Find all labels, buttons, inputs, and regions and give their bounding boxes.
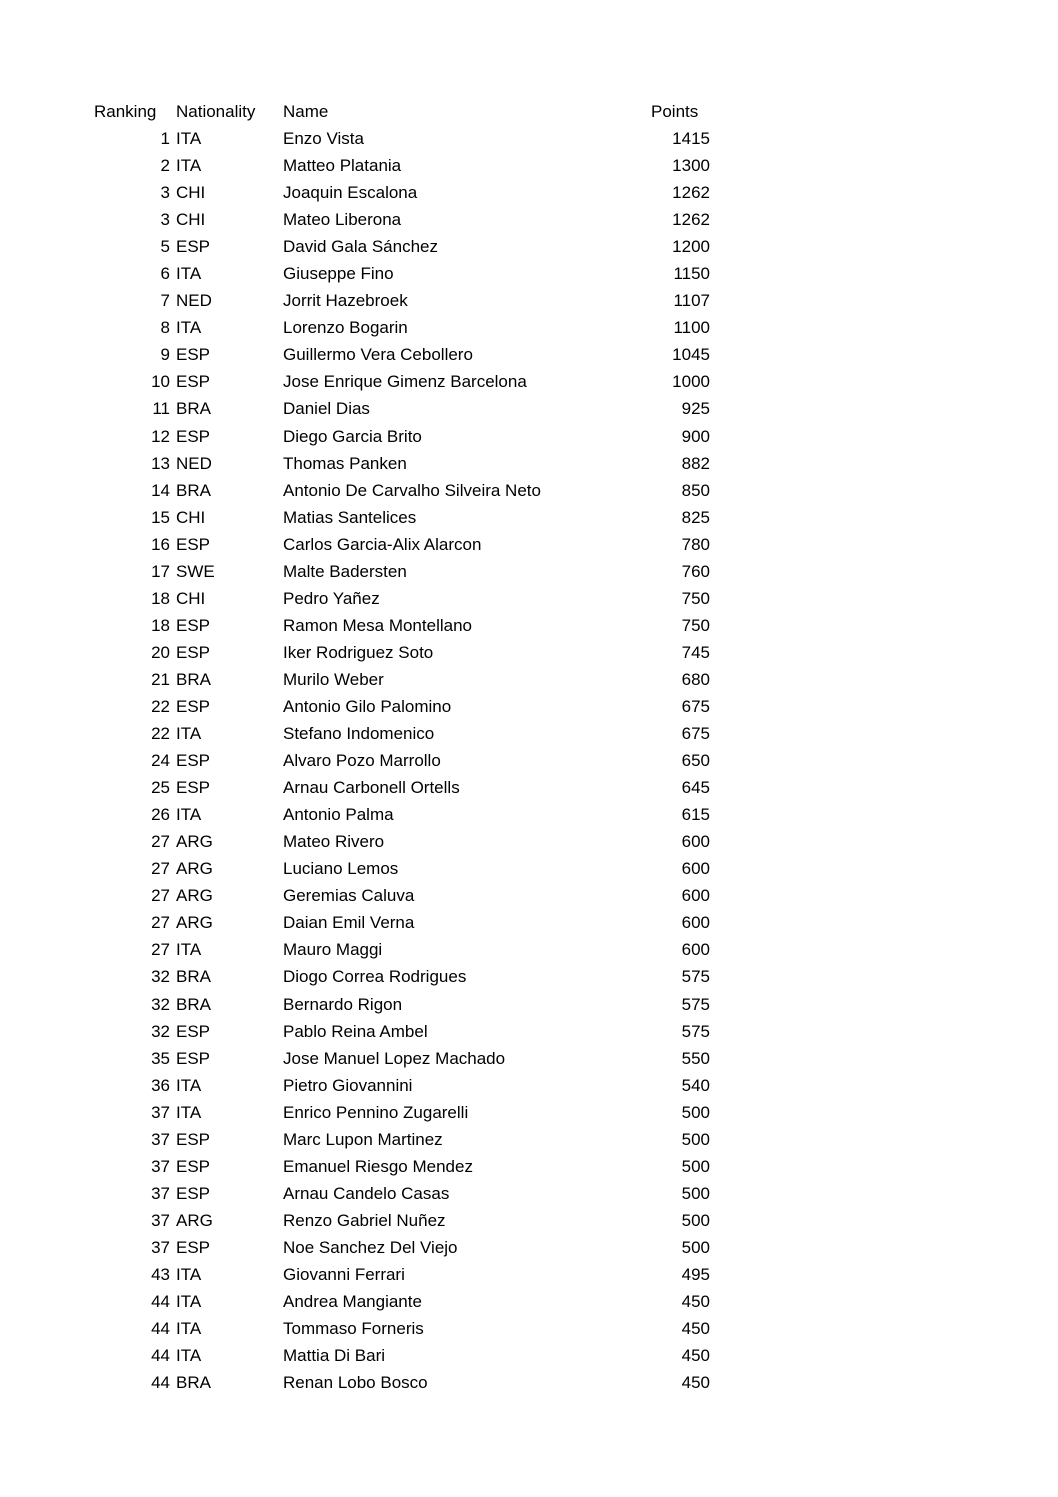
cell-ranking: 37 — [151, 1183, 170, 1203]
table-row — [0, 882, 1058, 909]
table-row — [0, 287, 1058, 314]
cell-ranking: 27 — [151, 886, 170, 906]
cell-name: Iker Rodriguez Soto — [283, 642, 434, 662]
table-row — [0, 314, 1058, 341]
table-row — [0, 1180, 1058, 1207]
cell-name: Murilo Weber — [283, 669, 384, 689]
cell-ranking: 5 — [160, 237, 170, 257]
cell-ranking: 20 — [151, 642, 170, 662]
cell-nationality: ESP — [176, 778, 211, 798]
cell-ranking: 32 — [151, 994, 170, 1014]
cell-name: Pedro Yañez — [283, 588, 380, 608]
cell-ranking: 27 — [151, 913, 170, 933]
cell-ranking: 43 — [151, 1264, 170, 1284]
cell-ranking: 36 — [151, 1075, 170, 1095]
cell-name: Antonio De Carvalho Silveira Neto — [283, 480, 541, 500]
cell-points: 450 — [681, 1346, 710, 1366]
cell-points: 750 — [681, 615, 710, 635]
cell-name: Giovanni Ferrari — [283, 1264, 405, 1284]
header-name: Name — [283, 102, 329, 121]
cell-ranking: 12 — [151, 426, 170, 446]
table-row — [0, 693, 1058, 720]
cell-nationality: ESP — [176, 751, 211, 771]
table-row — [0, 1153, 1058, 1180]
cell-name: Diego Garcia Brito — [283, 426, 422, 446]
cell-nationality: ITA — [176, 805, 202, 825]
cell-ranking: 1 — [160, 129, 170, 148]
cell-name: Stefano Indomenico — [283, 724, 435, 744]
cell-ranking: 35 — [151, 1048, 170, 1068]
cell-name: Antonio Palma — [283, 805, 394, 825]
cell-nationality: BRA — [176, 480, 211, 500]
cell-nationality: ESP — [176, 642, 211, 662]
cell-nationality: ITA — [176, 1346, 202, 1366]
table-row — [0, 639, 1058, 666]
cell-ranking: 22 — [151, 696, 170, 716]
cell-nationality: ITA — [176, 129, 202, 148]
cell-nationality: SWE — [176, 561, 215, 581]
cell-nationality: ITA — [176, 940, 202, 960]
cell-nationality: BRA — [176, 669, 211, 689]
table-row — [0, 1288, 1058, 1315]
cell-name: Luciano Lemos — [283, 859, 399, 879]
cell-nationality: ESP — [176, 1048, 211, 1068]
cell-points: 450 — [681, 1373, 710, 1393]
cell-nationality: ESP — [176, 1129, 211, 1149]
cell-name: Enzo Vista — [283, 129, 364, 148]
table-row — [0, 179, 1058, 206]
cell-points: 615 — [681, 805, 710, 825]
cell-name: Jorrit Hazebroek — [283, 291, 408, 311]
cell-points: 900 — [681, 426, 710, 446]
table-row — [0, 936, 1058, 963]
cell-nationality: ESP — [176, 1237, 211, 1257]
cell-ranking: 32 — [151, 1021, 170, 1041]
cell-nationality: BRA — [176, 399, 211, 419]
cell-name: Matteo Platania — [283, 156, 402, 176]
cell-points: 450 — [681, 1292, 710, 1312]
table-row — [0, 260, 1058, 287]
cell-points: 500 — [681, 1129, 710, 1149]
cell-points: 750 — [681, 588, 710, 608]
cell-name: Mattia Di Bari — [283, 1346, 386, 1366]
cell-name: Bernardo Rigon — [283, 994, 403, 1014]
cell-nationality: NED — [176, 291, 212, 311]
cell-ranking: 44 — [151, 1346, 170, 1366]
table-row — [0, 720, 1058, 747]
cell-nationality: ESP — [176, 237, 211, 257]
table-row — [0, 909, 1058, 936]
table-row — [0, 531, 1058, 558]
cell-points: 500 — [681, 1237, 710, 1257]
cell-ranking: 11 — [152, 399, 170, 419]
header-nationality: Nationality — [176, 102, 256, 121]
table-row — [0, 1018, 1058, 1045]
cell-nationality: ITA — [176, 264, 202, 284]
cell-nationality: ITA — [176, 1102, 202, 1122]
cell-points: 675 — [681, 724, 710, 744]
cell-name: Arnau Carbonell Ortells — [283, 778, 460, 798]
cell-name: Emanuel Riesgo Mendez — [283, 1156, 473, 1176]
cell-points: 450 — [681, 1319, 710, 1339]
cell-points: 500 — [681, 1183, 710, 1203]
table-row — [0, 125, 1058, 152]
cell-ranking: 13 — [151, 453, 170, 473]
table-row — [0, 1072, 1058, 1099]
cell-nationality: ITA — [176, 1264, 202, 1284]
cell-name: Renzo Gabriel Nuñez — [283, 1210, 446, 1230]
cell-ranking: 44 — [151, 1292, 170, 1312]
cell-ranking: 37 — [151, 1210, 170, 1230]
cell-points: 550 — [681, 1048, 710, 1068]
cell-name: Geremias Caluva — [283, 886, 415, 906]
cell-ranking: 6 — [160, 264, 170, 284]
cell-name: Giuseppe Fino — [283, 264, 394, 284]
table-row — [0, 1342, 1058, 1369]
cell-ranking: 14 — [151, 480, 170, 500]
cell-points: 675 — [681, 696, 710, 716]
table-row — [0, 206, 1058, 233]
cell-nationality: ITA — [176, 156, 202, 176]
cell-name: David Gala Sánchez — [283, 237, 438, 257]
cell-nationality: ITA — [176, 1075, 202, 1095]
cell-nationality: ESP — [176, 534, 211, 554]
cell-nationality: ESP — [176, 345, 211, 365]
cell-name: Matias Santelices — [283, 507, 417, 527]
cell-nationality: BRA — [176, 967, 211, 987]
cell-points: 882 — [681, 453, 710, 473]
cell-ranking: 24 — [151, 751, 170, 771]
cell-name: Carlos Garcia-Alix Alarcon — [283, 534, 482, 554]
header-ranking: Ranking — [94, 102, 157, 121]
table-row — [0, 963, 1058, 990]
cell-points: 495 — [681, 1264, 710, 1284]
table-row — [0, 855, 1058, 882]
cell-points: 1262 — [672, 210, 710, 230]
table-row — [0, 504, 1058, 531]
cell-points: 1415 — [672, 129, 710, 148]
cell-ranking: 17 — [151, 561, 170, 581]
cell-points: 600 — [681, 859, 710, 879]
cell-ranking: 27 — [151, 832, 170, 852]
table-row — [0, 477, 1058, 504]
table-body — [0, 125, 1058, 1396]
cell-nationality: ESP — [176, 426, 211, 446]
table-row — [0, 1099, 1058, 1126]
cell-name: Mauro Maggi — [283, 940, 383, 960]
cell-name: Mateo Liberona — [283, 210, 402, 230]
cell-points: 1107 — [673, 291, 710, 311]
cell-name: Guillermo Vera Cebollero — [283, 345, 473, 365]
cell-points: 1300 — [672, 156, 710, 176]
cell-name: Tommaso Forneris — [283, 1319, 424, 1339]
cell-points: 1262 — [672, 183, 710, 203]
cell-name: Marc Lupon Martinez — [283, 1129, 443, 1149]
cell-points: 575 — [681, 1021, 710, 1041]
cell-ranking: 7 — [160, 291, 170, 311]
cell-nationality: ARG — [176, 1210, 213, 1230]
cell-name: Arnau Candelo Casas — [283, 1183, 450, 1203]
cell-ranking: 25 — [151, 778, 170, 798]
table-row — [0, 1126, 1058, 1153]
cell-points: 825 — [681, 507, 710, 527]
cell-name: Diogo Correa Rodrigues — [283, 967, 467, 987]
cell-name: Malte Badersten — [283, 561, 407, 581]
cell-name: Andrea Mangiante — [283, 1292, 422, 1312]
table-row — [0, 1261, 1058, 1288]
cell-points: 1100 — [673, 318, 710, 338]
cell-points: 540 — [681, 1075, 710, 1095]
cell-ranking: 15 — [151, 507, 170, 527]
table-row — [0, 558, 1058, 585]
table-row — [0, 368, 1058, 395]
cell-points: 1200 — [672, 237, 710, 257]
cell-ranking: 37 — [151, 1129, 170, 1149]
cell-name: Jose Enrique Gimenz Barcelona — [283, 372, 527, 392]
cell-ranking: 26 — [151, 805, 170, 825]
cell-nationality: BRA — [176, 994, 211, 1014]
cell-points: 575 — [681, 994, 710, 1014]
cell-ranking: 22 — [151, 724, 170, 744]
table-row — [0, 585, 1058, 612]
cell-name: Pablo Reina Ambel — [283, 1021, 428, 1041]
cell-points: 1150 — [673, 264, 710, 284]
table-row — [0, 1234, 1058, 1261]
cell-points: 600 — [681, 832, 710, 852]
table-row — [0, 450, 1058, 477]
table-row — [0, 991, 1058, 1018]
cell-name: Pietro Giovannini — [283, 1075, 413, 1095]
cell-ranking: 3 — [160, 210, 170, 230]
table-row — [0, 828, 1058, 855]
cell-ranking: 37 — [151, 1156, 170, 1176]
cell-ranking: 16 — [151, 534, 170, 554]
cell-ranking: 37 — [151, 1102, 170, 1122]
cell-nationality: ARG — [176, 886, 213, 906]
cell-ranking: 9 — [160, 345, 170, 365]
table-row — [0, 666, 1058, 693]
cell-points: 500 — [681, 1156, 710, 1176]
cell-points: 650 — [681, 751, 710, 771]
cell-name: Mateo Rivero — [283, 832, 385, 852]
cell-name: Antonio Gilo Palomino — [283, 696, 452, 716]
table-header-row — [0, 98, 1058, 125]
cell-nationality: ITA — [176, 318, 202, 338]
table-row — [0, 801, 1058, 828]
cell-ranking: 8 — [160, 318, 170, 338]
cell-nationality: CHI — [176, 183, 206, 203]
cell-points: 1000 — [672, 372, 710, 392]
table-row — [0, 152, 1058, 179]
cell-name: Noe Sanchez Del Viejo — [283, 1237, 458, 1257]
cell-points: 600 — [681, 913, 710, 933]
cell-nationality: ESP — [176, 615, 211, 635]
cell-ranking: 27 — [151, 859, 170, 879]
table-row — [0, 774, 1058, 801]
cell-name: Lorenzo Bogarin — [283, 318, 408, 338]
cell-points: 1045 — [672, 345, 710, 365]
table-row — [0, 341, 1058, 368]
cell-ranking: 27 — [151, 940, 170, 960]
cell-ranking: 44 — [151, 1319, 170, 1339]
cell-points: 645 — [681, 778, 710, 798]
cell-points: 500 — [681, 1102, 710, 1122]
cell-nationality: CHI — [176, 210, 206, 230]
table-row — [0, 1207, 1058, 1234]
cell-points: 500 — [681, 1210, 710, 1230]
cell-ranking: 2 — [160, 156, 170, 176]
table-row — [0, 395, 1058, 422]
cell-ranking: 10 — [151, 372, 170, 392]
cell-nationality: ESP — [176, 696, 211, 716]
cell-ranking: 18 — [151, 615, 170, 635]
cell-name: Enrico Pennino Zugarelli — [283, 1102, 469, 1122]
cell-ranking: 3 — [160, 183, 170, 203]
cell-name: Thomas Panken — [283, 453, 407, 473]
cell-nationality: ITA — [176, 1319, 202, 1339]
cell-name: Daian Emil Verna — [283, 913, 415, 933]
cell-points: 745 — [681, 642, 710, 662]
cell-points: 850 — [681, 480, 710, 500]
cell-name: Daniel Dias — [283, 399, 370, 419]
cell-ranking: 44 — [151, 1373, 170, 1393]
cell-name: Jose Manuel Lopez Machado — [283, 1048, 506, 1068]
table-row — [0, 1045, 1058, 1072]
cell-points: 600 — [681, 940, 710, 960]
cell-points: 680 — [681, 669, 710, 689]
cell-nationality: BRA — [176, 1373, 211, 1393]
cell-name: Alvaro Pozo Marrollo — [283, 751, 441, 771]
cell-points: 925 — [681, 399, 710, 419]
table-row — [0, 233, 1058, 260]
table-row — [0, 423, 1058, 450]
table-row — [0, 1369, 1058, 1396]
cell-ranking: 32 — [151, 967, 170, 987]
cell-nationality: ITA — [176, 724, 202, 744]
cell-name: Renan Lobo Bosco — [283, 1373, 428, 1393]
cell-nationality: ESP — [176, 1183, 211, 1203]
table-row — [0, 1315, 1058, 1342]
cell-nationality: ESP — [176, 1021, 211, 1041]
cell-nationality: ITA — [176, 1292, 202, 1312]
cell-name: Joaquin Escalona — [283, 183, 418, 203]
cell-nationality: CHI — [176, 588, 206, 608]
cell-points: 760 — [681, 561, 710, 581]
cell-nationality: ARG — [176, 832, 213, 852]
ranking-table — [0, 98, 1058, 1396]
cell-points: 780 — [681, 534, 710, 554]
cell-points: 575 — [681, 967, 710, 987]
cell-nationality: ESP — [176, 372, 211, 392]
cell-ranking: 21 — [151, 669, 170, 689]
cell-nationality: ESP — [176, 1156, 211, 1176]
cell-nationality: ARG — [176, 913, 213, 933]
table-row — [0, 747, 1058, 774]
header-points: Points — [651, 102, 699, 121]
cell-name: Ramon Mesa Montellano — [283, 615, 472, 635]
cell-nationality: ARG — [176, 859, 213, 879]
cell-nationality: CHI — [176, 507, 206, 527]
table-row — [0, 612, 1058, 639]
cell-points: 600 — [681, 886, 710, 906]
cell-ranking: 18 — [151, 588, 170, 608]
cell-ranking: 37 — [151, 1237, 170, 1257]
cell-nationality: NED — [176, 453, 212, 473]
